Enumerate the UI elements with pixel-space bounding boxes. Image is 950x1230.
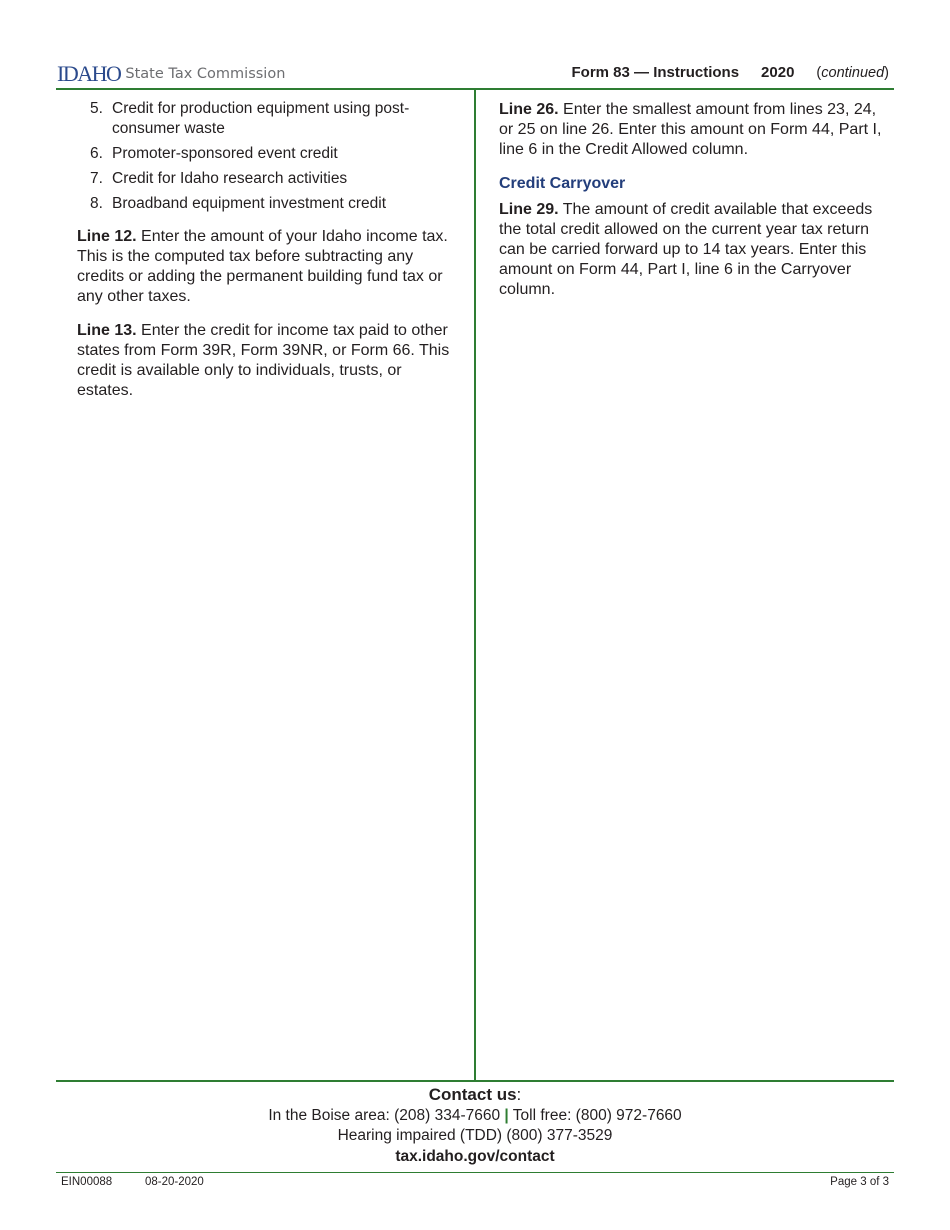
contact-footer xyxy=(0,1084,950,1168)
phone-line xyxy=(0,1106,950,1126)
left-column xyxy=(77,99,457,415)
list-text: Broadband equipment investment credit xyxy=(112,195,386,212)
line-13-text: Enter the credit for income tax paid to other states from Form 39R, Form 39NR, or Form 66. This credit is available only to individuals, trusts, or estates. xyxy=(77,322,450,399)
list-item xyxy=(77,169,457,189)
list-text: Credit for Idaho research activities xyxy=(112,170,348,187)
form-header xyxy=(572,64,889,81)
list-text: Credit for production equipment using post-consumer waste xyxy=(112,100,410,137)
form-year: 2020 xyxy=(761,64,795,81)
list-item xyxy=(77,194,457,214)
toll-free-phone: Toll free: (800) 972-7660 xyxy=(512,1107,682,1124)
line-26-text: Enter the smallest amount from lines 23, 24, or 25 on line 26. Enter this amount on Form 44, Part I, line 6 in the Credit Allowed column. xyxy=(499,101,882,158)
list-text: Promoter-sponsored event credit xyxy=(112,145,338,162)
line-29-paragraph xyxy=(499,200,891,300)
line-12-label: Line 12. xyxy=(77,228,137,245)
list-number: 6. xyxy=(90,145,103,162)
idaho-state-tax-commission-logo xyxy=(57,62,285,86)
continued-note: (continued) xyxy=(816,65,889,81)
contact-url-link[interactable]: tax.idaho.gov/contact xyxy=(395,1148,555,1165)
list-number: 5. xyxy=(90,100,103,117)
form-id: EIN00088 xyxy=(61,1176,113,1188)
list-item xyxy=(77,144,457,164)
list-item xyxy=(77,99,457,139)
column-divider xyxy=(474,89,476,1082)
line-29-text: The amount of credit available that exceeds the total credit allowed on the current year tax return can be carried forward up to 14 tax years. Enter this amount on Form 44, Part I, line 6 in the Carryover column. xyxy=(499,201,873,298)
list-number: 8. xyxy=(90,195,103,212)
line-13-label: Line 13. xyxy=(77,322,137,339)
contact-heading: Contact us: xyxy=(428,1085,522,1104)
idaho-logo-mark: IDAHO xyxy=(57,61,121,86)
credit-carryover-heading: Credit Carryover xyxy=(499,175,626,192)
continued-text: continued xyxy=(821,65,885,81)
phone-separator: | xyxy=(504,1107,509,1124)
line-13-paragraph xyxy=(77,321,457,401)
revision-date: 08-20-2020 xyxy=(145,1176,204,1188)
agency-name: State Tax Commission xyxy=(125,66,286,82)
boise-phone: In the Boise area: (208) 334-7660 xyxy=(268,1107,501,1124)
line-29-label: Line 29. xyxy=(499,201,559,218)
list-number: 7. xyxy=(90,170,103,187)
line-26-label: Line 26. xyxy=(499,101,559,118)
bottom-divider xyxy=(56,1172,894,1173)
contact-title: Contact us xyxy=(428,1085,517,1104)
line-26-paragraph xyxy=(499,100,891,160)
right-column xyxy=(499,100,891,314)
footer-divider xyxy=(56,1080,894,1082)
line-12-text: Enter the amount of your Idaho income tax. This is the computed tax before subtracting any credits or adding the permanent building fund tax or any other taxes. xyxy=(77,228,448,305)
line-12-paragraph xyxy=(77,227,457,307)
tdd-phone: Hearing impaired (TDD) (800) 377-3529 xyxy=(337,1127,613,1144)
credit-list xyxy=(77,99,457,214)
page-number: Page 3 of 3 xyxy=(830,1176,889,1188)
form-title: Form 83 — Instructions xyxy=(571,64,740,81)
